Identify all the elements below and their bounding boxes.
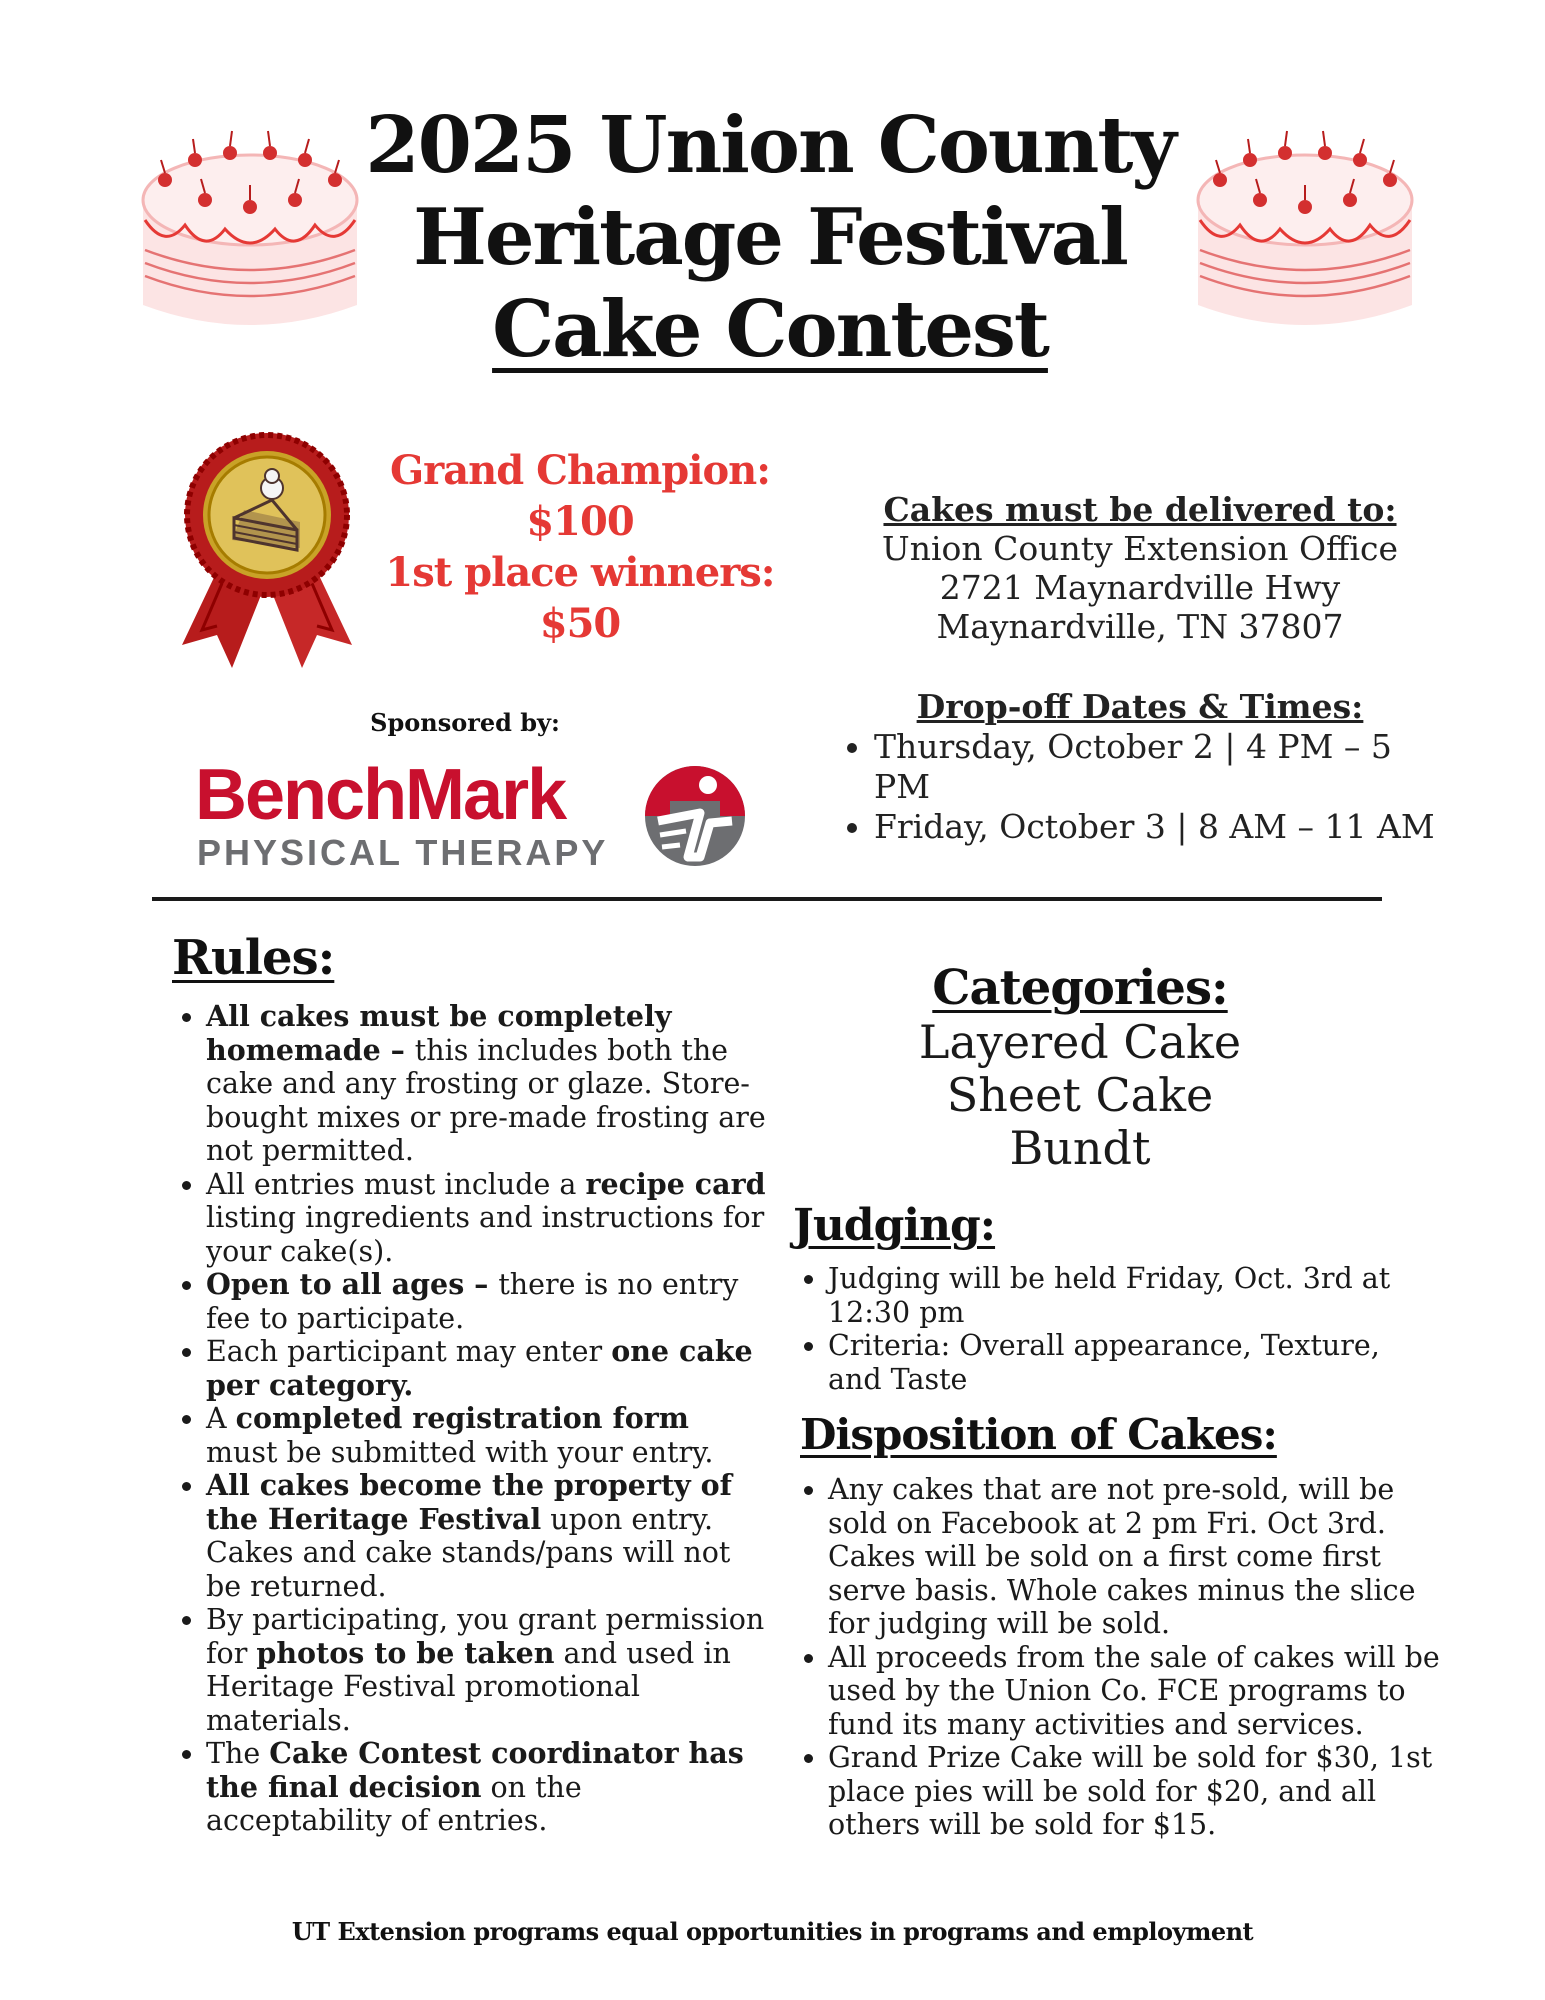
dropoff-heading: Drop-off Dates & Times: [916, 687, 1364, 726]
judging-list [790, 1262, 1440, 1396]
cake-illustration-left [135, 125, 365, 345]
medal-ribbon-icon [172, 430, 362, 670]
footer-text: UT Extension programs equal opportunities in programs and employment [291, 1917, 1254, 1946]
list-item: • Criteria: Overall appearance, Texture, and Taste [828, 1329, 1440, 1396]
title-line-3: Cake Contest [492, 284, 1048, 375]
judging-list-container [790, 1262, 1440, 1396]
logo-name: BenchMark [195, 755, 566, 835]
delivery-info [850, 490, 1430, 646]
rules-list [168, 1000, 768, 1838]
list-item: • All entries must include a recipe card listing ingredients and instructions for your cake(s). [206, 1168, 768, 1269]
title-line-1: 2025 Union County [365, 100, 1175, 191]
logo-tagline: PHYSICAL THERAPY [197, 832, 609, 873]
list-item: • All cakes must be completely homemade – this includes both the cake and any frosting or glaze. Store-bought mixes or pre-made frosting are not permitted. [206, 1000, 768, 1168]
category-item: Bundt [1009, 1121, 1151, 1175]
categories-section [860, 960, 1300, 1175]
categories-heading: Categories: [932, 960, 1228, 1016]
category-item: Sheet Cake [946, 1068, 1214, 1122]
disposition-list-container [790, 1473, 1440, 1842]
list-item: • Grand Prize Cake will be sold for $30, 1st place pies will be sold for $20, and all others will be sold for $15. [828, 1741, 1440, 1842]
rules-list-container [168, 1000, 768, 1838]
list-item: • The Cake Contest coordinator has the final decision on the acceptability of entries. [206, 1737, 768, 1838]
benchmark-mark-icon [640, 761, 750, 871]
disposition-list [790, 1473, 1440, 1842]
delivery-line-1: Union County Extension Office [881, 529, 1399, 568]
list-item: • All proceeds from the sale of cakes will be used by the Union Co. FCE programs to fund its many activities and services. [828, 1641, 1440, 1742]
list-item: • Friday, October 3 | 8 AM – 11 AM [874, 807, 1450, 847]
page-title [340, 100, 1200, 376]
rules-heading: Rules: [172, 930, 335, 986]
delivery-line-2: 2721 Maynardville Hwy [939, 568, 1341, 607]
prize-line-4: $50 [539, 600, 621, 647]
prize-line-2: $100 [526, 498, 634, 545]
delivery-line-3: Maynardville, TN 37807 [936, 607, 1344, 646]
list-item: • A completed registration form must be submitted with your entry. [206, 1402, 768, 1469]
list-item: • Thursday, October 2 | 4 PM – 5 PM [874, 727, 1450, 807]
list-item: • Judging will be held Friday, Oct. 3rd at 12:30 pm [828, 1262, 1440, 1329]
list-item: • Each participant may enter one cake per category. [206, 1335, 768, 1402]
dropoff-list [830, 727, 1450, 847]
category-item: Layered Cake [918, 1015, 1242, 1069]
prize-line-1: Grand Champion: [390, 447, 770, 494]
title-line-2: Heritage Festival [413, 192, 1127, 283]
section-divider [152, 897, 1382, 901]
sponsor-label: Sponsored by: [370, 708, 560, 737]
delivery-heading: Cakes must be delivered to: [883, 490, 1397, 529]
benchmark-logo [195, 755, 765, 875]
cake-illustration-right [1190, 125, 1420, 345]
list-item: • Any cakes that are not pre-sold, will be sold on Facebook at 2 pm Fri. Oct 3rd. Cakes will be sold on a first come first serve basis. Whole cakes minus the slice for judging will be sold. [828, 1473, 1440, 1641]
list-item: • All cakes become the property of the Heritage Festival upon entry. Cakes and cake stands/pans will not be returned. [206, 1469, 768, 1603]
judging-heading: Judging: [793, 1200, 996, 1251]
list-item: • By participating, you grant permission for photos to be taken and used in Heritage Festival promotional materials. [206, 1603, 768, 1737]
prize-line-3: 1st place winners: [385, 549, 775, 596]
prize-info [360, 445, 800, 649]
dropoff-info [830, 687, 1450, 847]
disposition-heading: Disposition of Cakes: [800, 1410, 1277, 1459]
list-item: • Open to all ages – there is no entry fee to participate. [206, 1268, 768, 1335]
